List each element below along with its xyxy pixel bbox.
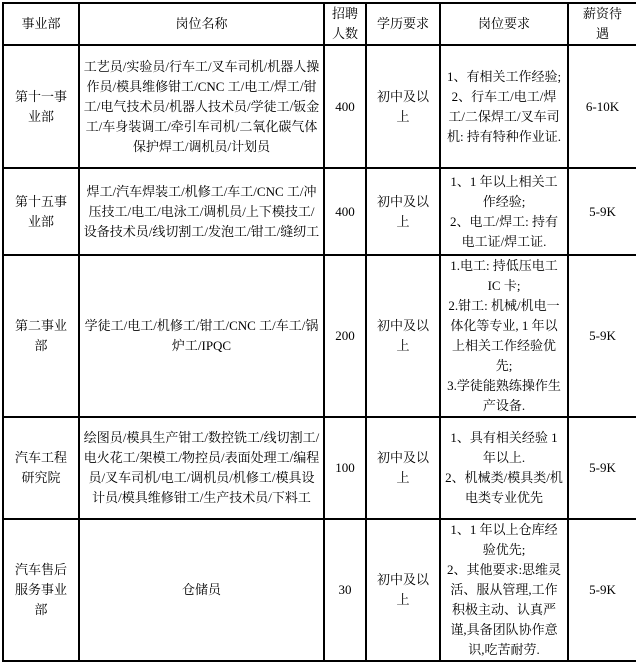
cell-education: 初中及以上 [366,519,440,661]
cell-positions: 焊工/汽车焊装工/机修工/车工/CNC 工/冲压技工/电工/电泳工/调机员/上下模技工/设备技术员/线切割工/发泡工/钳工/缝纫工 [79,168,324,255]
cell-requirements [440,255,568,417]
header-headcount: 招聘人数 [324,3,366,45]
cell-requirements [440,168,568,255]
cell-education: 初中及以上 [366,168,440,255]
cell-requirements [440,45,568,168]
table-row [3,255,636,417]
cell-requirements [440,417,568,519]
requirement-line: 2、行车工/电工/焊工/二保焊工/叉车司机: 持有特种作业证. [446,88,562,144]
cell-headcount: 100 [324,417,366,519]
cell-headcount: 200 [324,255,366,417]
cell-salary: 5-9K [568,168,636,255]
requirement-line: 1、有相关工作经验; [446,68,562,84]
header-salary: 薪资待遇 [568,3,636,45]
requirement-line: 1、1 年以上相关工作经验; [450,173,558,209]
cell-headcount: 400 [324,45,366,168]
cell-division: 汽车工程研究院 [3,417,79,519]
cell-requirements [440,519,568,661]
recruitment-table [2,2,636,662]
cell-division: 第十一事业部 [3,45,79,168]
requirement-line: 2、其他要求:思维灵活、服从管理,工作积极主动、认真严谨,具备团队协作意识,吃苦耐劳. [446,562,562,657]
cell-education: 初中及以上 [366,45,440,168]
table-row [3,417,636,519]
cell-education: 初中及以上 [366,255,440,417]
table-row [3,168,636,255]
cell-division: 汽车售后服务事业部 [3,519,79,661]
cell-positions: 仓储员 [79,519,324,661]
cell-division: 第十五事业部 [3,168,79,255]
header-division: 事业部 [3,3,79,45]
cell-headcount: 30 [324,519,366,661]
cell-headcount: 400 [324,168,366,255]
cell-division: 第二事业部 [3,255,79,417]
cell-salary: 5-9K [568,417,636,519]
header-row [3,3,636,45]
requirement-line: 3.学徒能熟练操作生产设备. [447,378,561,413]
table-row [3,519,636,661]
requirement-line: 1.电工: 持低压电工 IC 卡; [450,258,558,293]
cell-salary: 6-10K [568,45,636,168]
cell-positions: 绘图员/模具生产钳工/数控铣工/线切割工/电火花工/架模工/物控员/表面处理工/编程员/叉车司机/电工/调机员/机修工/模具设计员/模具维修钳工/生产技术员/下料工 [79,417,324,519]
table-row [3,45,636,168]
cell-salary: 5-9K [568,519,636,661]
requirement-line: 1、1 年以上仓库经验优先; [450,522,558,557]
header-education: 学历要求 [366,3,440,45]
header-requirements: 岗位要求 [440,3,568,45]
header-position-name: 岗位名称 [79,3,324,45]
requirement-line: 2、电工/焊工: 持有电工证/焊工证. [450,213,558,249]
cell-salary: 5-9K [568,255,636,417]
requirement-line: 2.钳工: 机械/机电一体化等专业, 1 年以上相关工作经验优先; [448,298,560,373]
requirement-line: 2、机械类/模具类/机电类专业优先 [445,470,563,505]
requirement-line: 1、具有相关经验 1 年以上. [450,430,558,465]
cell-positions: 学徒工/电工/机修工/钳工/CNC 工/车工/锅炉工/IPQC [79,255,324,417]
cell-positions: 工艺员/实验员/行车工/叉车司机/机器人操作员/模具维修钳工/CNC 工/电工/焊工/钳工/电气技术员/机器人技术员/学徒工/钣金工/车身装调工/牵引车司机/二氧化碳气体保护焊工/调机员/计划员 [79,45,324,168]
cell-education: 初中及以上 [366,417,440,519]
